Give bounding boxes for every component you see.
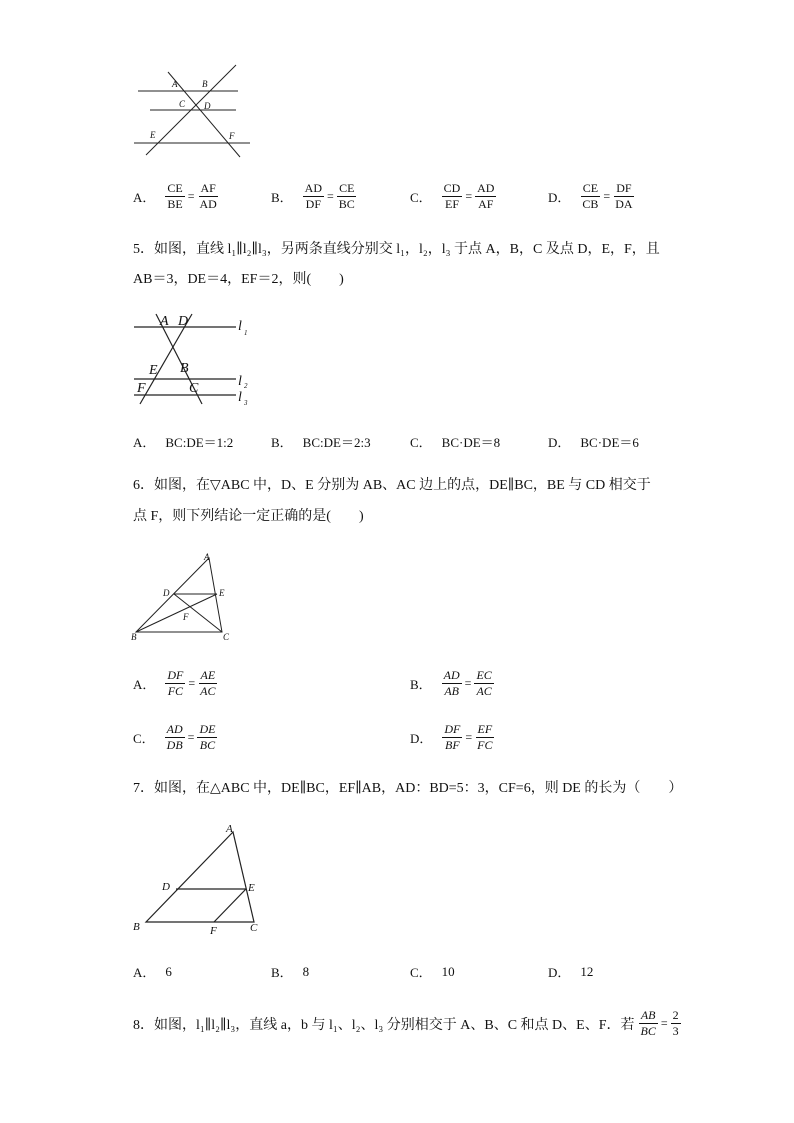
label-C: C	[250, 922, 258, 934]
label-B: B	[180, 361, 189, 376]
label-C: C	[223, 632, 230, 642]
svg-text:1: 1	[244, 329, 248, 337]
q6-stem-line2: 点 F，则下列结论一定正确的是( )	[133, 509, 364, 524]
label-F: F	[210, 925, 217, 937]
label-l2: l	[238, 374, 242, 389]
q5-option-a[interactable]: A． BC:DE＝1:2	[133, 435, 234, 450]
q7-stem: 7．如图，在△ABC 中，DE∥BC，EF∥AB，AD：BD=5：3，CF=6，则 DE 的长为（ ）	[133, 781, 683, 796]
label-l1: l	[238, 319, 242, 334]
label-D: D	[162, 881, 170, 893]
label-A: A	[172, 79, 178, 89]
label-B: B	[131, 632, 137, 642]
q5-stem-line2: AB＝3，DE＝4，EF＝2，则( )	[133, 272, 344, 287]
svg-text:3: 3	[244, 399, 248, 406]
label-E: E	[149, 363, 158, 378]
label-B: B	[202, 79, 208, 89]
q7-option-d[interactable]: D． 12	[548, 963, 594, 980]
q6-option-a[interactable]: A． $\frac{DF}{FC}$ = $\frac{AE}{AC}$	[133, 668, 216, 698]
q5-option-d[interactable]: D． BC·DE＝6	[548, 435, 639, 450]
q7-option-a[interactable]: A． 6	[133, 963, 172, 980]
q6-option-d[interactable]: D． $\frac{DF}{BF}$ = $\frac{EF}{FC}$	[410, 722, 493, 752]
label-D: D	[204, 101, 211, 111]
q6-option-b[interactable]: B． $\frac{AD}{AB}$ = $\frac{EC}{AC}$	[410, 668, 492, 698]
q6-option-c[interactable]: C． $\frac{AD}{DB}$ = $\frac{DE}{BC}$	[133, 722, 216, 752]
label-F: F	[229, 131, 235, 141]
label-B: B	[133, 921, 140, 933]
q4-option-a[interactable]: A． $\frac{CE}{BE}$ = $\frac{AF}{AD}$	[133, 181, 217, 211]
label-l3: l	[238, 390, 242, 405]
q4-option-c[interactable]: C． $\frac{CD}{EF}$ = $\frac{AD}{AF}$	[410, 181, 495, 211]
figure-q4	[128, 60, 258, 160]
q5-stem-line1: 5．如图，直线 l₁∥l₂∥l₃，另两条直线分别交 l₁，l₂，l₃ 于点 A，B，C 及点 D，E，F，且	[133, 242, 660, 257]
q5-option-c[interactable]: C． BC·DE＝8	[410, 435, 501, 450]
label-D: D	[163, 588, 170, 598]
label-A: A	[226, 823, 233, 835]
label-C: C	[189, 381, 199, 396]
q5-option-b[interactable]: B． BC:DE＝2:3	[271, 435, 371, 450]
label-F: F	[183, 612, 189, 622]
figure-q7	[128, 818, 268, 938]
figure-q6	[128, 548, 238, 644]
q6-stem-line1: 6．如图，在▽ABC 中，D、E 分别为 AB、AC 边上的点，DE∥BC，BE 与 CD 相交于	[133, 478, 651, 493]
label-E: E	[248, 882, 255, 894]
label-F: F	[137, 381, 146, 396]
q7-option-c[interactable]: C． 10	[410, 963, 455, 980]
label-A: A	[160, 314, 169, 329]
label-E: E	[150, 130, 156, 140]
label-D: D	[178, 314, 189, 329]
svg-text:2: 2	[244, 382, 248, 390]
label-A: A	[204, 552, 210, 562]
figure-q5	[128, 306, 248, 406]
label-C: C	[179, 99, 186, 109]
q7-option-b[interactable]: B． 8	[271, 963, 310, 980]
q4-option-b[interactable]: B． $\frac{AD}{DF}$ = $\frac{CE}{BC}$	[271, 181, 355, 211]
label-E: E	[219, 588, 225, 598]
q4-option-d[interactable]: D． $\frac{CE}{CB}$ = $\frac{DF}{DA}$	[548, 181, 633, 211]
q8-stem: 8．如图，l₁∥l₂∥l₃，直线 a，b 与 l₁、l₂、l₃ 分别相交于 A、B、C 和点 D、E、F．若 $\frac{AB}{BC}$ = $\frac{2}{3}$	[133, 1008, 679, 1038]
